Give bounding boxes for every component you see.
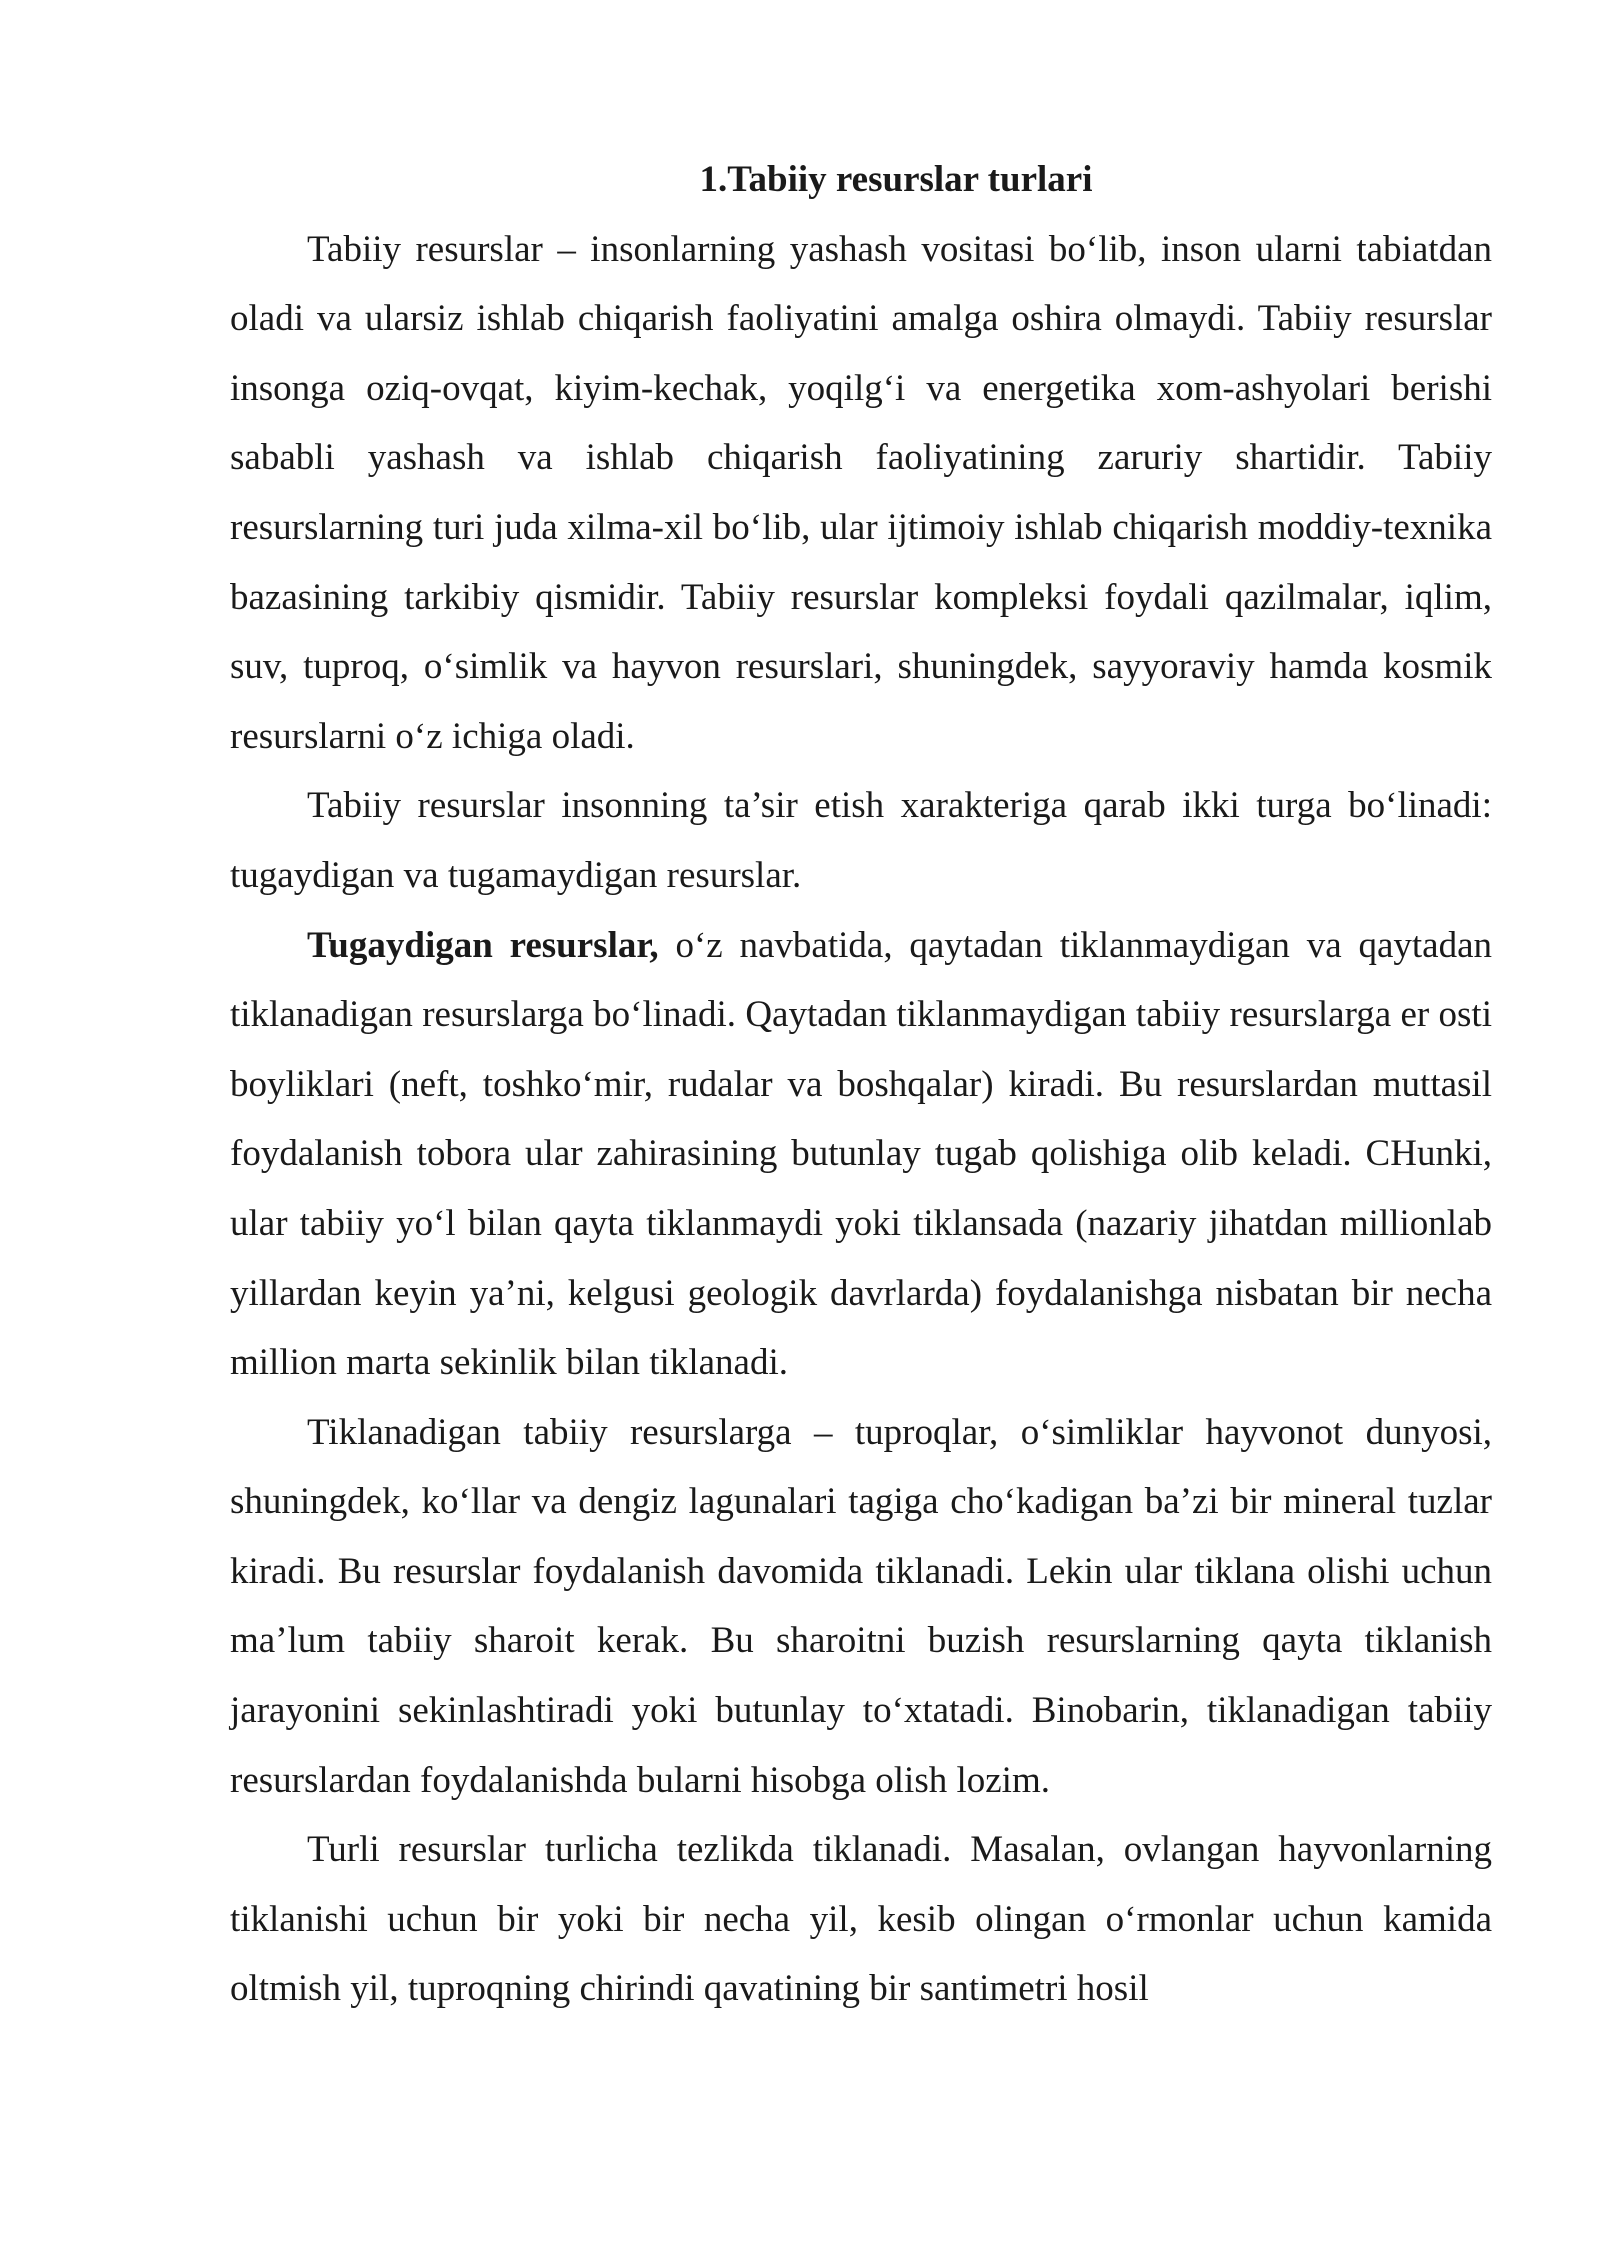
section-heading: 1.Tabiiy resurslar turlari bbox=[699, 159, 1093, 200]
paragraph-5 bbox=[230, 1815, 1492, 2024]
paragraph-2-text: Tabiiy resurslar insonning ta’sir etish xarakteriga qarab ikki turga bo‘linadi: tugaydigan va tugamaydigan resurslar. bbox=[230, 785, 1492, 896]
paragraph-2 bbox=[230, 771, 1492, 910]
document-body bbox=[230, 145, 1492, 2024]
paragraph-4-text: Tiklanadigan tabiiy resurslarga – tuproqlar, o‘simliklar hayvonot dunyosi, shuningdek, ko‘llar va dengiz lagunalari tagiga cho‘kadigan ba’zi bir mineral tuzlar kiradi. Bu resurslar foydalanish davomida tiklanadi. Lekin ular tiklana olishi uchun ma’lum tabiiy sharoit kerak. Bu sharoitni buzish resurslarning qayta tiklanish jarayonini sekinlashtiradi yoki butunlay to‘xtatadi. Binobarin, tiklanadigan tabiiy resurslardan foydalanishda bularni hisobga olish lozim. bbox=[230, 1411, 1492, 1801]
paragraph-3-lead: Tugaydigan resurslar, bbox=[307, 924, 659, 966]
paragraph-3-text: o‘z navbatida, qaytadan tiklanmaydigan va qaytadan tiklanadigan resurslarga bo‘linadi. Qaytadan tiklanmaydigan tabiiy resurslarga er osti boyliklari (neft, toshko‘mir, rudalar va boshqalar) kiradi. Bu resurslardan muttasil foydalanish tobora ular zahirasining butunlay tugab qolishiga olib keladi. CHunki, ular tabiiy yo‘l bilan qayta tiklanmaydi yoki tiklansada (nazariy jihatdan millionlab yillardan keyin ya’ni, kelgusi geologik davrlarda) foydalanishga nisbatan bir necha million marta sekinlik bilan tiklanadi. bbox=[230, 924, 1492, 1384]
paragraph-4 bbox=[230, 1398, 1492, 1816]
paragraph-1 bbox=[230, 215, 1492, 772]
paragraph-5-text: Turli resurslar turlicha tezlikda tiklanadi. Masalan, ovlangan hayvonlarning tiklanishi uchun bir yoki bir necha yil, kesib olingan o‘rmonlar uchun kamida oltmish yil, tuproqning chirindi qavatining bir santimetri hosil bbox=[230, 1829, 1492, 2010]
paragraph-1-text: Tabiiy resurslar – insonlarning yashash vositasi bo‘lib, inson ularni tabiatdan oladi va ularsiz ishlab chiqarish faoliyatini amalga oshira olmaydi. Tabiiy resurslar insonga oziq-ovqat, kiyim-kechak, yoqilg‘i va energetika xom-ashyolari berishi sababli yashash va ishlab chiqarish faoliyatining zaruriy shartidir. Tabiiy resurslarning turi juda xilma-xil bo‘lib, ular ijtimoiy ishlab chiqarish moddiy-texnika bazasining tarkibiy qismidir. Tabiiy resurslar kompleksi foydali qazilmalar, iqlim, suv, tuproq, o‘simlik va hayvon resurslari, shuningdek, sayyoraviy hamda kosmik resurslarni o‘z ichiga oladi. bbox=[230, 228, 1492, 757]
paragraph-3 bbox=[230, 911, 1492, 1398]
